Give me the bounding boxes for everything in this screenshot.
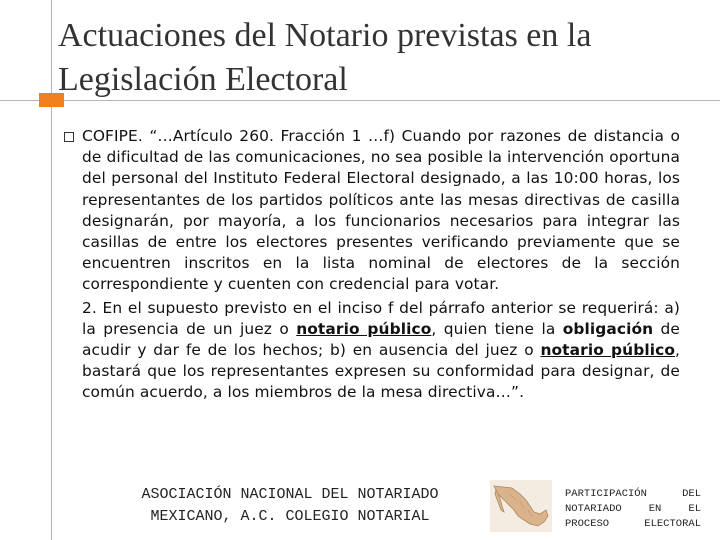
mexico-map-icon xyxy=(490,480,552,532)
notario-publico-emphasis-2: notario público xyxy=(540,341,675,360)
paragraph-2 xyxy=(82,298,680,404)
square-bullet-icon xyxy=(64,132,74,142)
footer-participation xyxy=(565,487,701,532)
para2-text-g: , bastará que los representantes expresen su conformidad para designar, de común acuerdo, a los miembros de la mesa directiva…”. xyxy=(82,341,680,402)
para2-text-c: , quien tiene la xyxy=(431,319,563,338)
vertical-rule xyxy=(51,0,52,540)
title-line-1: Actuaciones del Notario previstas en la xyxy=(58,17,592,54)
body-text xyxy=(82,126,680,404)
obligacion-emphasis: obligación xyxy=(562,319,654,338)
footer-left-line-1: ASOCIACIÓN NACIONAL DEL NOTARIADO xyxy=(141,486,439,503)
para2-text-e: de acudir y dar fe de los hechos; b) en ausencia del juez o xyxy=(82,319,680,360)
footer-left-line-2: MEXICANO, A.C. COLEGIO NOTARIAL xyxy=(150,508,430,525)
footer-right-line-2: NOTARIADO EN EL xyxy=(565,503,701,515)
footer-right-line-1: PARTICIPACIÓN DEL xyxy=(565,488,701,500)
title-line-2: Legislación Electoral xyxy=(58,61,348,98)
slide-title xyxy=(58,14,698,102)
notario-publico-emphasis: notario público xyxy=(296,319,432,338)
footer-association xyxy=(90,484,490,528)
footer-right-line-3: PROCESO ELECTORAL xyxy=(565,518,701,530)
paragraph-1: COFIPE. “…Artículo 260. Fracción 1 …f) Cuando por razones de distancia o de dificultad de las comunicaciones, no sea posible la intervención oportuna del personal del Instituto Federal Electoral designado, a las 10:00 horas, los representantes de los partidos políticos ante las mesas directivas de casilla designarán, por mayoría, a los funcionarios necesarios para integrar las casillas de entre los electores presentes verificando previamente que se encuentren inscritos en la lista nominal de electores de la sección correspondiente y cuenten con credencial para votar. xyxy=(82,127,680,294)
para2-text-a: 2. En el supuesto previsto en el inciso f del párrafo anterior se requerirá: a) la presencia de un juez o xyxy=(82,298,680,338)
